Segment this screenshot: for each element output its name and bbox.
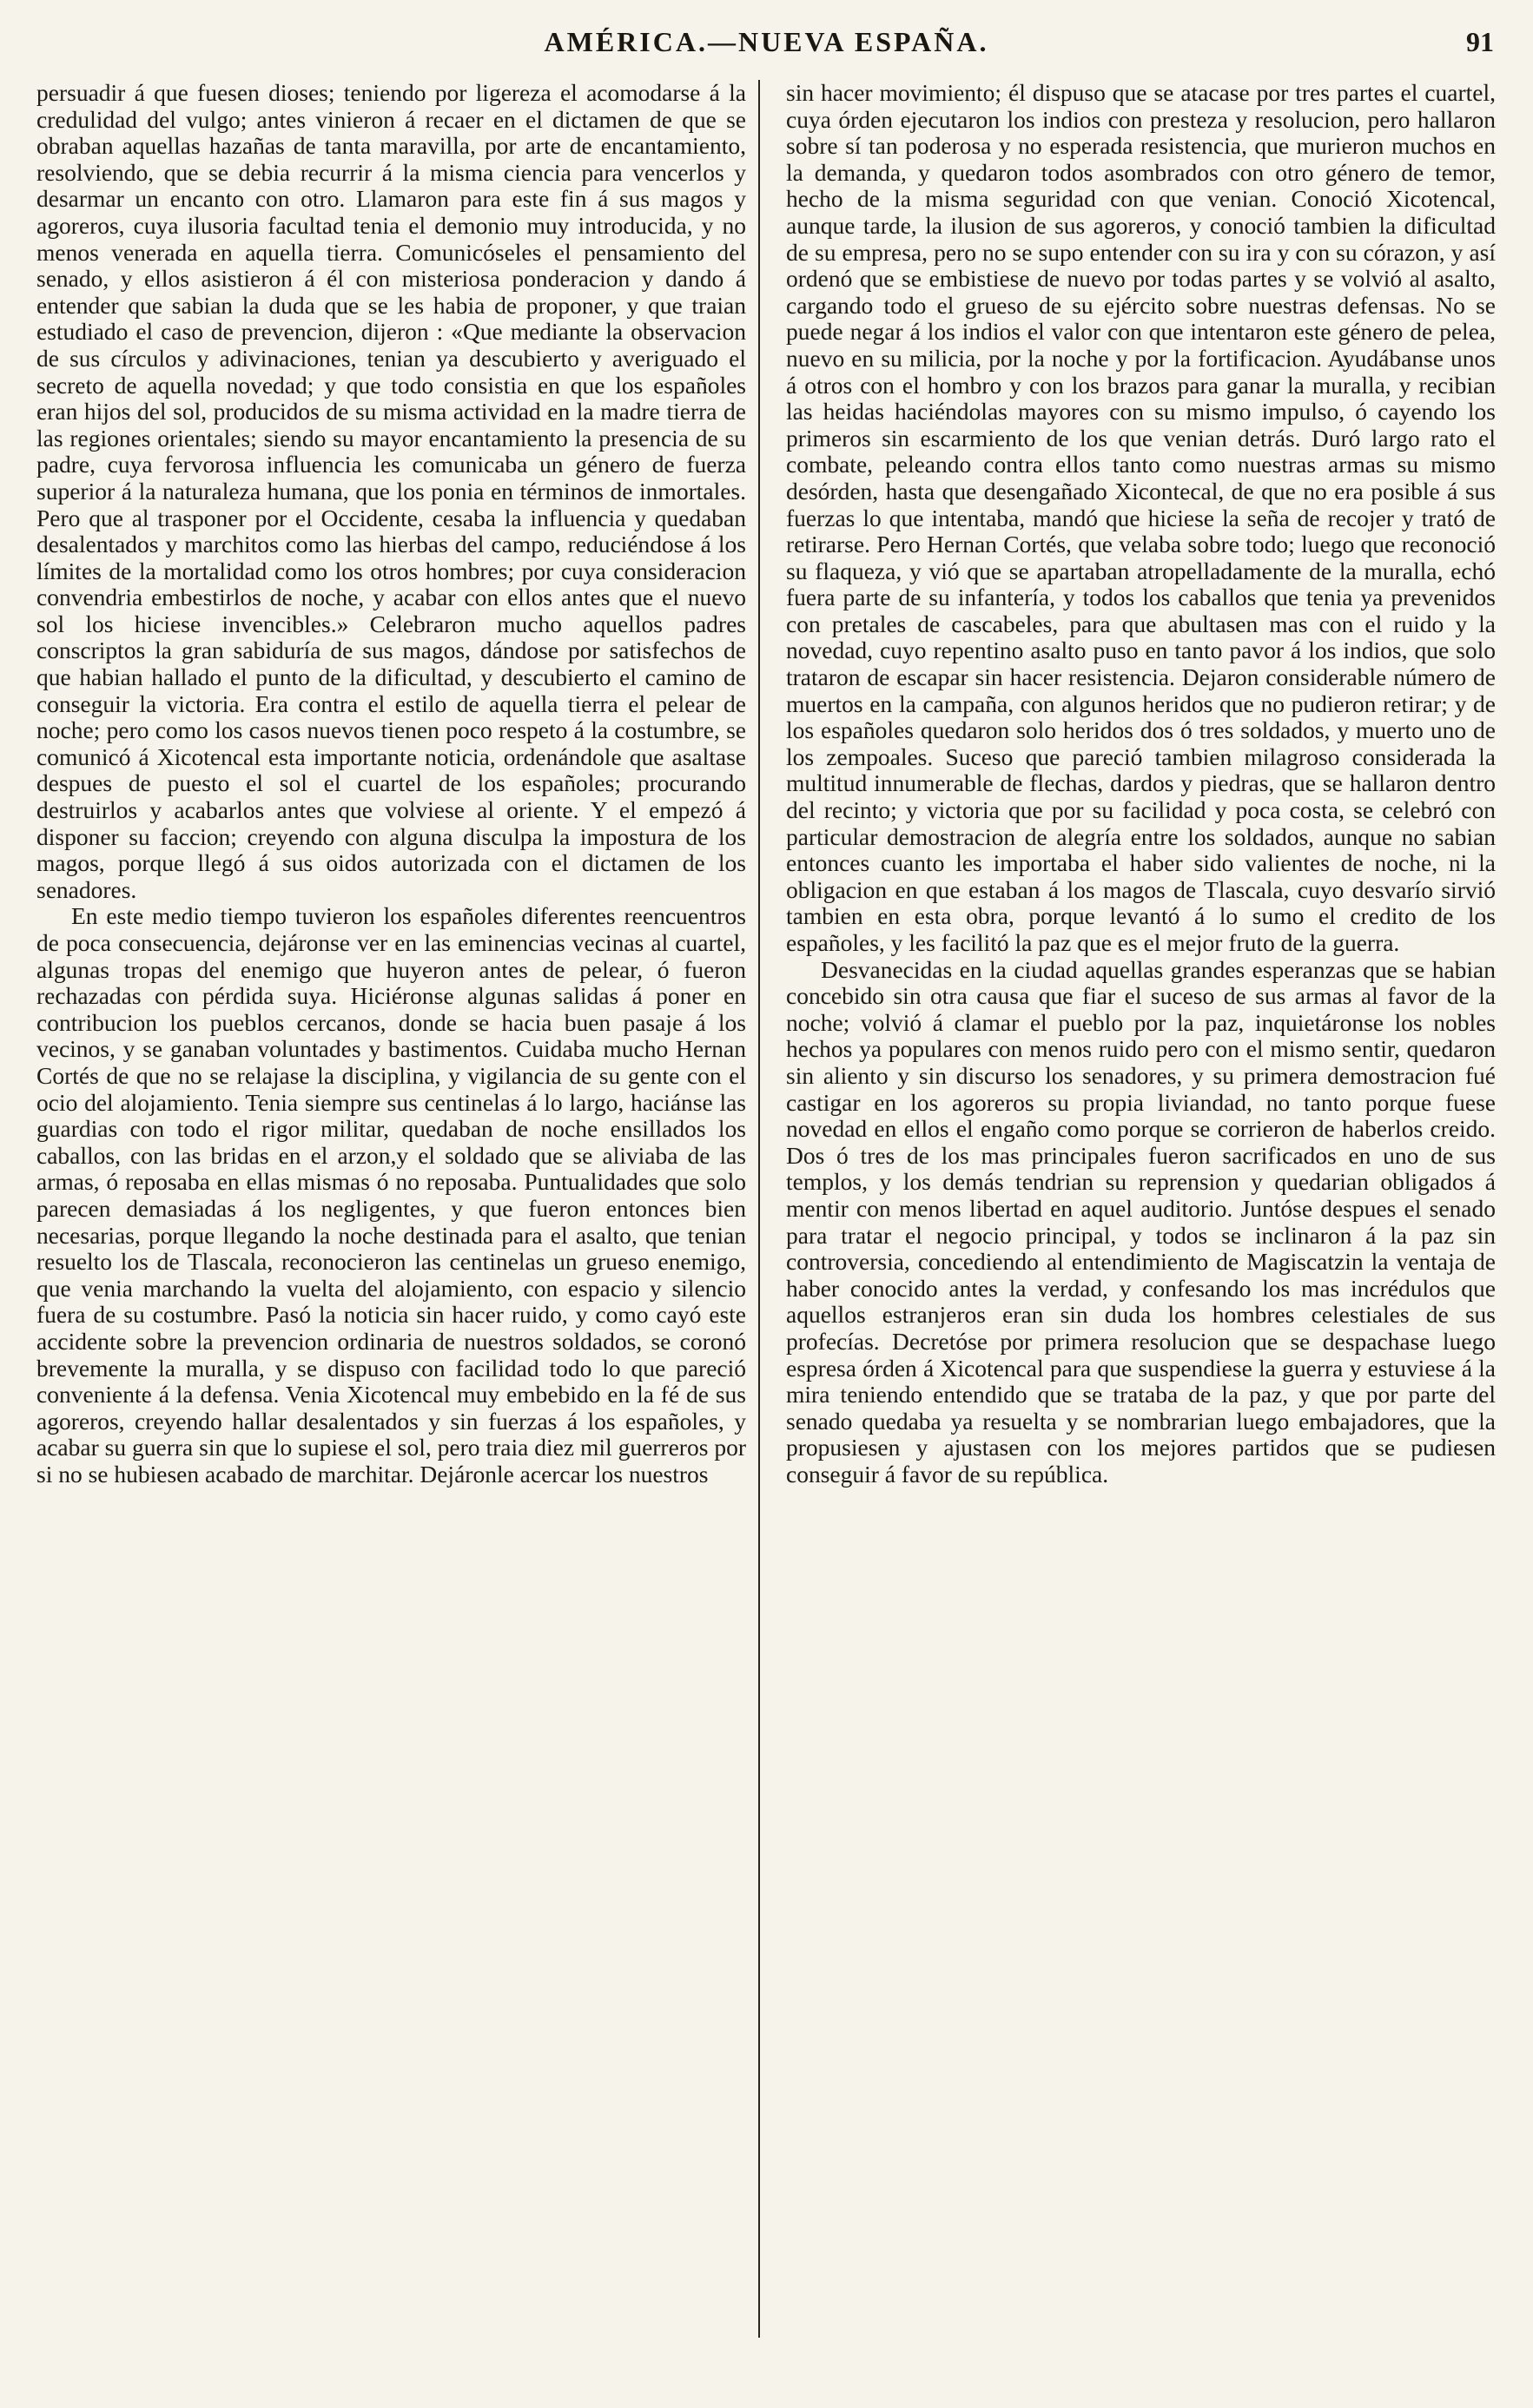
text-columns <box>36 80 1496 2338</box>
right-column <box>786 80 1496 2338</box>
running-title: AMÉRICA.—NUEVA ESPAÑA. <box>544 26 989 57</box>
left-column <box>36 80 760 2338</box>
paragraph: persuadir á que fuesen dioses; teniendo por ligereza el acomodarse á la credulidad del vulgo; antes vinieron á recaer en el dictamen de que se obraban aquellas hazañas de tanta maravilla, por arte de encantamiento, resolviendo, que se debia recurrir á la misma ciencia para vencerlos y desarmar un encanto con otro. Llamaron para este fin á sus magos y agoreros, cuya ilusoria facultad tenia el demonio muy introducida, y no menos venerada en aquella tierra. Comunicóseles el pensamiento del senado, y ellos asistieron á él con misteriosa ponderacion y dando á entender que sabian la duda que se les habia de proponer, y que traian estudiado el caso de prevencion, dijeron : «Que mediante la observacion de sus círculos y adivinaciones, tenian ya descubierto y averiguado el secreto de aquella novedad; y que todo consistia en que los españoles eran hijos del sol, producidos de su misma actividad en la madre tierra de las regiones orientales; siendo su mayor encantamiento la presencia de su padre, cuya fervorosa influencia les comunicaba un género de fuerza superior á la naturaleza humana, que los ponia en términos de inmortales. Pero que al trasponer por el Occidente, cesaba la influencia y quedaban desalentados y marchitos como las hierbas del campo, reduciéndose á los límites de la mortalidad como los otros hombres; por cuya consideracion convendria embestirlos de noche, y acabar con ellos antes que el nuevo sol los hiciese invencibles.» Celebraron mucho aquellos padres conscriptos la gran sabiduría de sus magos, dándose por satisfechos de que habian hallado el punto de la dificultad, y descubierto el camino de conseguir la victoria. Era contra el estilo de aquella tierra el pelear de noche; pero como los casos nuevos tienen poco respeto á la costumbre, se comunicó á Xicotencal esta importante noticia, ordenándole que asaltase despues de puesto el sol el cuartel de los españoles; procurando destruirlos y acabarlos antes que volviese al oriente. Y el empezó á disponer su faccion; creyendo con alguna disculpa la impostura de los magos, porque llegó á sus oidos autorizada con el dictamen de los senadores. <box>36 80 746 903</box>
page-number: 91 <box>1466 26 1494 57</box>
paragraph: En este medio tiempo tuvieron los españoles diferentes reencuentros de poca consecuencia, dejáronse ver en las eminencias vecinas al cuartel, algunas tropas del enemigo que huyeron antes de pelear, ó fueron rechazadas con pérdida suya. Hiciéronse algunas salidas á poner en contribucion los pueblos cercanos, donde se hacia buen pasaje á los vecinos, y se ganaban voluntades y bastimentos. Cuidaba mucho Hernan Cortés de que no se relajase la disciplina, y vigilancia de su gente con el ocio del alojamiento. Tenia siempre sus centinelas á lo largo, haciánse las guardias con todo el rigor militar, quedaban de noche ensillados los caballos, con las bridas en el arzon,y el soldado que se aliviaba de las armas, ó reposaba en ellas mismas ó no reposaba. Puntualidades que solo parecen demasiadas á los negligentes, y que fueron entonces bien necesarias, porque llegando la noche destinada para el asalto, que tenian resuelto los de Tlascala, reconocieron las centinelas un grueso enemigo, que venia marchando la vuelta del alojamiento, con espacio y silencio fuera de su costumbre. Pasó la noticia sin hacer ruido, y como cayó este accidente sobre la prevencion ordinaria de nuestros soldados, se coronó brevemente la muralla, y se dispuso con facilidad todo lo que pareció conveniente á la defensa. Venia Xicotencal muy embebido en la fé de sus agoreros, creyendo hallar desalentados y sin fuerzas á los españoles, y acabar su guerra sin que lo supiese el sol, pero traia diez mil guerreros por si no se hubiesen acabado de marchitar. Dejáronle acercar los nuestros <box>36 902 746 1488</box>
paragraph: Desvanecidas en la ciudad aquellas grandes esperanzas que se habian concebido sin otra causa que fiar el suceso de sus armas al favor de la noche; volvió á clamar el pueblo por la paz, inquietáronse los nobles hechos ya populares con menos ruido pero con el mismo sentir, quedaron sin aliento y sin discurso los senadores, y su primera demostracion fué castigar en los agoreros su propia liviandad, no tanto porque fuese novedad en ellos el engaño como porque se corrieron de haberlos creido. Dos ó tres de los mas principales fueron sacrificados en uno de sus templos, y los demás tendrian su reprension y quedarian obligados á mentir con menos libertad en aquel auditorio. Juntóse despues el senado para tratar el negocio principal, y todos se inclinaron á la paz sin controversia, concediendo al entendimiento de Magiscatzin la ventaja de haber conocido antes la verdad, y confesando los mas incrédulos que aquellos estranjeros eran sin duda los hombres celestiales de sus profecías. Decretóse por primera resolucion que se despachase luego espresa órden á Xicotencal para que suspendiese la guerra y estuviese á la mira teniendo entendido que se trataba de la paz, y que por parte del senado quedaba ya resuelta y se nombrarian luego embajadores, que la propusiesen y ajustasen con los mejores partidos que se pudiesen conseguir á favor de su república. <box>786 955 1496 1488</box>
paragraph: sin hacer movimiento; él dispuso que se atacase por tres partes el cuartel, cuya órden ejecutaron los indios con presteza y resolucion, pero hallaron sobre sí tan poderosa y no esperada resistencia, que murieron muchos en la demanda, y quedaron todos asombrados con otro género de temor, hecho de la misma seguridad con que venian. Conoció Xicotencal, aunque tarde, la ilusion de sus agoreros, y conoció tambien la dificultad de su empresa, pero no se supo entender con su ira y con su córazon, y así ordenó que se embistiese de nuevo por todas partes y se volvió al asalto, cargando todo el grueso de su ejército sobre nuestras defensas. No se puede negar á los indios el valor con que intentaron este género de pelea, nuevo en su milicia, por la noche y por la fortificacion. Ayudábanse unos á otros con el hombro y con los brazos para ganar la muralla, y recibian las heidas haciéndolas mayores con su mismo impulso, ó cayendo los primeros sin escarmiento de los que venian detrás. Duró largo rato el combate, peleando contra ellos tanto como nuestras armas su mismo desórden, hasta que desengañado Xicontecal, de que no era posible á sus fuerzas lo que intentaba, mandó que hiciese la seña de recojer y trató de retirarse. Pero Hernan Cortés, que velaba sobre todo; luego que reconoció su flaqueza, y vió que se apartaban atropelladamente de la muralla, echó fuera parte de su infantería, y todos los caballos que tenia ya prevenidos con pretales de cascabeles, para que abultasen mas con el ruido y la novedad, cuyo repentino asalto puso en tanto pavor á los indios, que solo trataron de escapar sin hacer resistencia. Dejaron considerable número de muertos en la campaña, con algunos heridos que no pudieron retirar; y de los españoles quedaron solo heridos dos ó tres soldados, y muerto uno de los zempoales. Suceso que pareció tambien milagroso considerada la multitud innumerable de flechas, dardos y piedras, que se hallaron dentro del recinto; y victoria que por su facilidad y poca costa, se celebró con particular demostracion de alegría entre los soldados, aunque no sabian entonces cuanto les importaba el haber sido valientes de noche, ni la obligacion en que estaban á los magos de Tlascala, cuyo desvarío sirvió tambien en esta obra, porque levantó á lo sumo el credito de los españoles, y les facilitó la paz que es el mejor fruto de la guerra. <box>786 80 1496 956</box>
page-header <box>35 26 1498 69</box>
